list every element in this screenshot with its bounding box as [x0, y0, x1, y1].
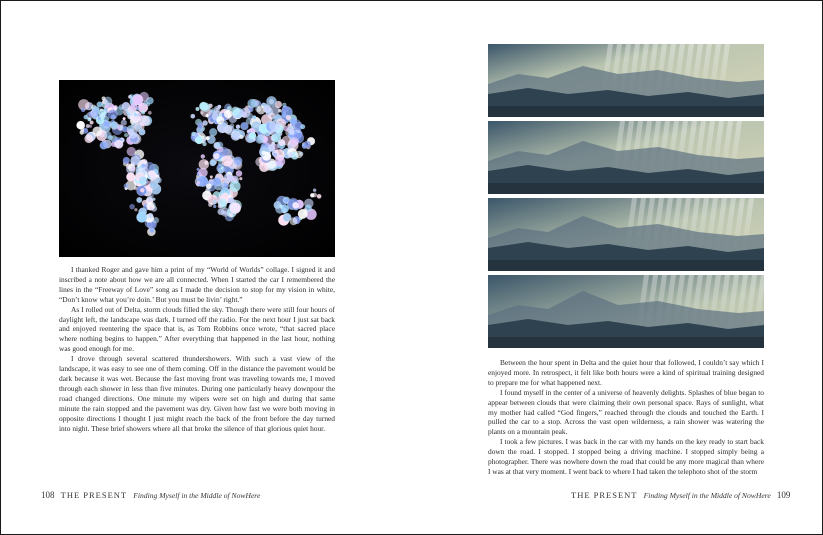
world-map-bubbles-image — [59, 80, 335, 257]
map-bubble — [98, 109, 106, 117]
map-bubble — [148, 111, 151, 114]
map-bubble — [137, 197, 143, 203]
map-bubble — [150, 228, 155, 233]
map-bubble — [310, 193, 314, 197]
map-bubble — [283, 214, 290, 221]
map-bubble — [129, 94, 133, 98]
map-bubble — [225, 125, 234, 134]
right-body-text — [488, 358, 764, 477]
map-bubble — [213, 153, 219, 159]
map-bubble — [89, 125, 92, 128]
map-bubble — [231, 107, 240, 116]
map-bubble — [222, 156, 233, 167]
map-bubble — [281, 205, 289, 213]
map-bubble — [100, 142, 108, 150]
map-bubble — [191, 132, 195, 136]
right-section-title: THE PRESENT — [571, 490, 638, 500]
left-page — [1, 1, 411, 534]
map-bubble — [85, 134, 94, 143]
storm-photo-1-image — [488, 44, 764, 117]
map-bubble — [290, 218, 298, 226]
map-bubble — [123, 157, 130, 164]
map-bubble — [108, 110, 118, 120]
right-paragraph-1: Between the hour spent in Delta and the quiet hour that followed, I couldn’t say which I enjoyed more. In retrospect, it felt like both hours were a kind of spiritual training designed to prepare me for what happened next. — [488, 358, 764, 387]
map-bubble — [275, 156, 285, 166]
map-bubble — [196, 107, 200, 111]
map-bubble — [210, 176, 213, 179]
map-bubble — [206, 184, 211, 189]
map-bubble — [234, 157, 243, 166]
map-bubble — [236, 125, 240, 129]
map-bubble — [290, 137, 299, 146]
map-bubble — [248, 99, 257, 108]
desert-floor — [488, 260, 764, 271]
map-bubble — [286, 115, 291, 120]
map-bubble — [130, 204, 135, 209]
map-bubble — [104, 116, 109, 121]
map-bubble — [124, 183, 129, 188]
map-bubble — [141, 111, 145, 115]
map-bubble — [271, 143, 275, 147]
map-bubble — [298, 209, 308, 219]
map-bubble — [218, 209, 224, 215]
storm-photo-sequence — [488, 44, 764, 352]
map-bubble — [201, 154, 205, 158]
left-footer — [41, 490, 260, 500]
map-bubble — [150, 207, 153, 210]
desert-floor — [488, 183, 764, 194]
map-bubble — [284, 126, 289, 131]
map-bubble — [313, 189, 316, 192]
map-bubble — [195, 136, 203, 144]
map-bubble — [124, 133, 128, 137]
map-bubble — [236, 170, 242, 176]
map-bubble — [126, 173, 135, 182]
map-bubble — [137, 212, 148, 223]
map-bubble — [121, 120, 127, 126]
map-bubble — [262, 151, 266, 155]
left-page-number: 108 — [41, 490, 55, 500]
left-body-text — [59, 265, 335, 433]
map-bubble — [98, 117, 101, 120]
map-bubble — [266, 96, 276, 106]
map-bubble — [142, 167, 149, 174]
map-bubble — [147, 196, 152, 201]
map-bubble — [209, 128, 217, 136]
desert-floor — [488, 337, 764, 348]
map-bubble — [317, 194, 321, 198]
map-bubble — [77, 121, 85, 129]
map-bubble — [84, 115, 88, 119]
right-footer — [567, 490, 790, 500]
right-page-number: 109 — [776, 490, 791, 500]
map-bubble — [140, 188, 144, 192]
map-bubble — [139, 116, 150, 127]
right-paragraph-2: I found myself in the center of a universe of heavenly delights. Splashes of blue began to appear between clouds that were claiming their own personal space. Rays of sunlight, what my mother had called “God fingers,” reached through the clouds and touched the Earth. I pulled the car to a stop. Across the vast open wilderness, a rain shower was watering the plants on a mountain peak. — [488, 387, 764, 437]
map-bubble — [282, 103, 286, 107]
map-bubble — [228, 197, 234, 203]
map-bubble — [246, 118, 252, 124]
map-bubble — [136, 111, 139, 114]
map-bubble — [218, 105, 222, 109]
map-bubble — [208, 203, 212, 207]
map-bubble — [292, 202, 298, 208]
map-bubble — [229, 213, 233, 217]
map-bubble — [230, 203, 241, 214]
map-bubble — [252, 116, 256, 120]
storm-photo-2 — [488, 121, 764, 194]
left-paragraph-2: As I rolled out of Delta, storm clouds filled the sky. Though there were still four hours of daylight left, the landscape was dark. I turned off the radio. For the next hour I just sat back and enjoyed reentering the space that is, as Tom Robbins once wrote, “that sacred place where nothing begins to happen.” After everything that happened in the last hour, nothing was good enough for me. — [59, 304, 335, 354]
map-bubble — [199, 102, 207, 110]
map-bubble — [198, 124, 203, 129]
map-bubble — [264, 105, 272, 113]
map-bubble — [301, 124, 306, 129]
storm-photo-3-image — [488, 198, 764, 271]
map-bubble — [123, 117, 126, 120]
map-bubble — [218, 198, 227, 207]
map-bubble — [206, 114, 209, 117]
map-bubble — [221, 166, 224, 169]
map-bubble — [133, 95, 144, 106]
map-bubble — [104, 132, 111, 139]
map-bubble — [230, 181, 241, 192]
right-paragraph-3: I took a few pictures. I was back in the car with my hands on the key ready to start back down the road. I stopped. I stopped being a driving machine. I stopped simply being a photographer. There was nowhere down the road that could be any more magical than where I was at that very moment. I went back to where I had taken the telephoto shot of the storm — [488, 437, 764, 476]
map-bubble — [197, 181, 200, 184]
map-bubble — [273, 153, 277, 157]
map-bubble — [150, 181, 159, 190]
storm-photo-4 — [488, 275, 764, 348]
map-bubble — [97, 102, 103, 108]
map-bubble — [149, 170, 156, 177]
map-bubble — [206, 136, 210, 140]
map-bubble — [148, 213, 153, 218]
map-bubble — [81, 108, 85, 112]
map-bubble — [134, 208, 137, 211]
map-bubble — [295, 151, 302, 158]
map-bubble — [240, 108, 250, 118]
map-bubble — [131, 167, 135, 171]
map-bubble — [147, 222, 152, 227]
map-bubble — [102, 97, 106, 101]
map-bubble — [81, 128, 85, 132]
map-bubble — [239, 177, 242, 180]
map-bubble — [135, 125, 142, 132]
map-bubble — [115, 140, 124, 149]
map-bubble — [191, 114, 195, 118]
map-bubble — [278, 139, 285, 146]
map-bubble — [93, 127, 103, 137]
map-bubble — [128, 129, 137, 138]
map-bubble — [111, 122, 118, 129]
right-page — [412, 1, 822, 534]
map-bubble — [213, 200, 217, 204]
map-bubble — [304, 141, 311, 148]
map-bubble — [256, 135, 265, 144]
map-bubble — [211, 160, 216, 165]
left-paragraph-3: I drove through several scattered thundershowers. With such a vast view of the landscape, it was easy to see one of them coming. Off in the distance the pavement would be dark because it was wet. Because the fast moving front was traveling towards me, I moved through each shower in less than five minutes. During one particularly heavy downpour the road changed directions. One minute my wipers were set on high and during that same minute the rain stopped and the pavement was dry. Given how fast we were both moving in opposite directions I thought I just might reach the back of the front before the day turned into night. These brief showers where all that broke the silence of that glorious quiet hour. — [59, 354, 335, 433]
map-bubble — [139, 176, 148, 185]
map-bubble — [288, 152, 294, 158]
left-book-subtitle: Finding Myself in the Middle of NowHere — [133, 491, 261, 500]
map-bubble — [239, 135, 243, 139]
storm-photo-2-image — [488, 121, 764, 194]
storm-photo-3 — [488, 198, 764, 271]
storm-photo-1 — [488, 44, 764, 117]
map-bubble — [249, 132, 256, 139]
left-paragraph-1: I thanked Roger and gave him a print of my “World of Worlds” collage. I signed it and inscribed a note about how we are all connected. When I started the car I remembered the lines in the “Freeway of Love” song as I made the decision to stop for my vision in white, “Don’t know what you’re doin.’ But you must be livin’ right.” — [59, 265, 335, 304]
right-book-subtitle: Finding Myself in the Middle of NowHere — [643, 491, 771, 500]
world-of-worlds-collage-photo — [59, 80, 335, 257]
map-bubble — [217, 147, 223, 153]
map-bubble — [269, 120, 280, 131]
desert-floor — [488, 106, 764, 117]
storm-photo-4-image — [488, 275, 764, 348]
map-bubble — [197, 168, 200, 171]
map-bubble — [278, 109, 281, 112]
map-bubble — [213, 205, 216, 208]
map-bubble — [90, 121, 94, 125]
left-section-title: THE PRESENT — [60, 490, 128, 500]
